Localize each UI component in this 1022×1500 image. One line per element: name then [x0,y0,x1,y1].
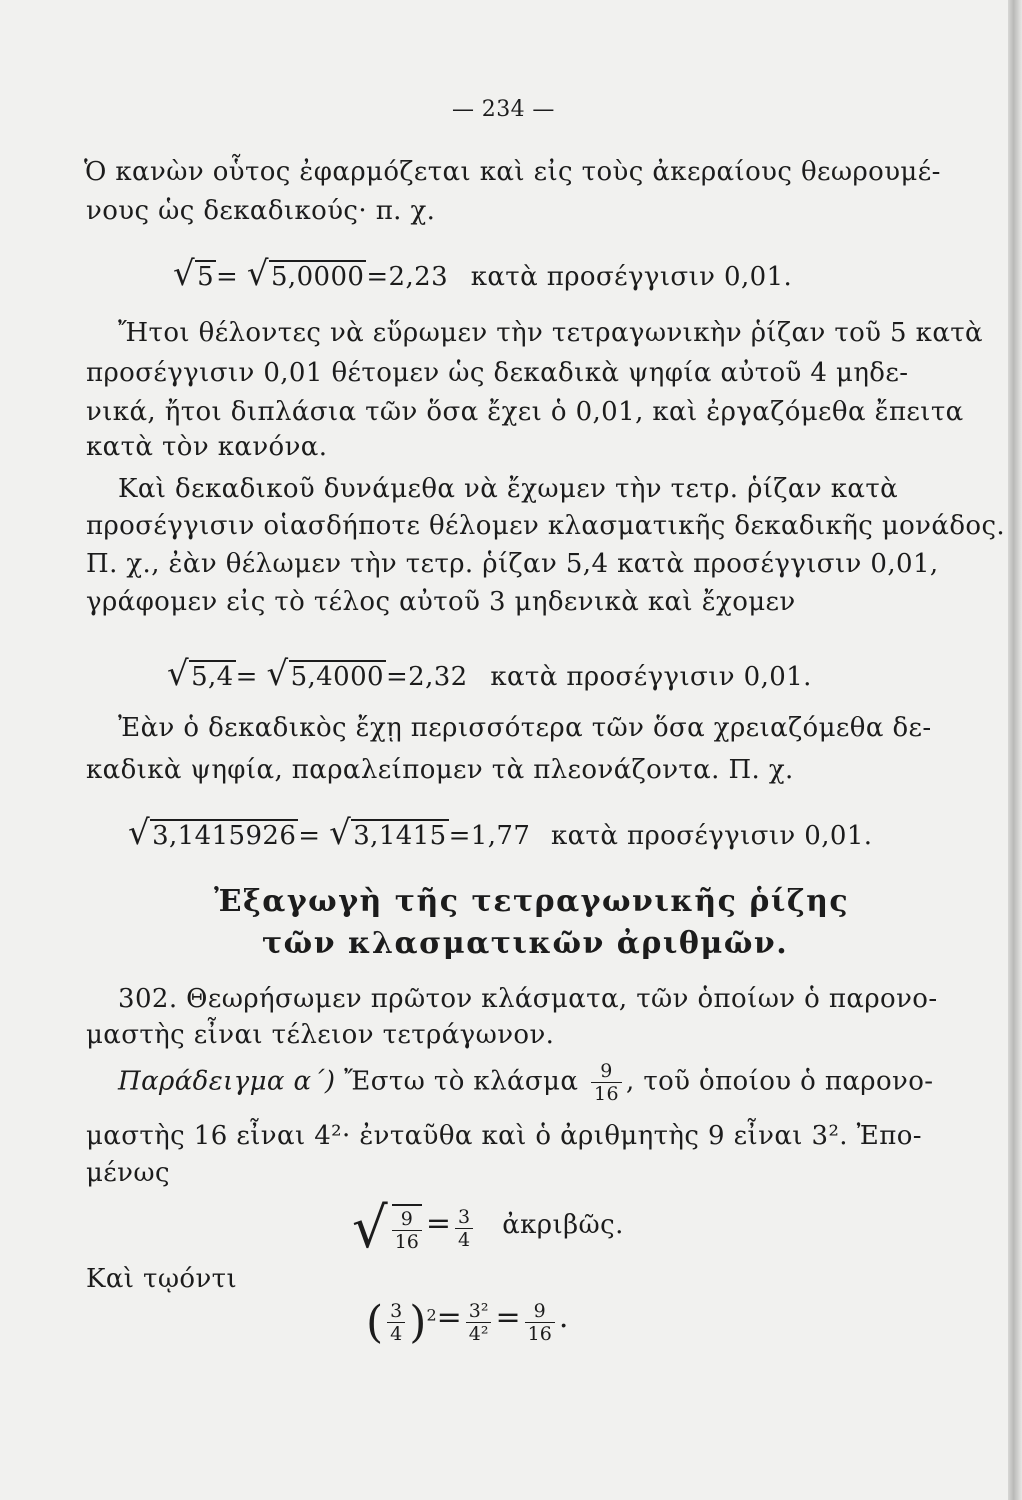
paragraph-line: προσέγγισιν 0,01 θέτομεν ὡς δεκαδικὰ ψηφία αὐτοῦ 4 μηδε- [86,358,909,388]
paragraph-line: μαστὴς εἶναι τέλειον τετράγωνον. [86,1020,555,1050]
equation-sqrt5-4: √5,4= √5,4000=2,32 κατὰ προσέγγισιν 0,01. [167,654,812,694]
section-text: Θεωρήσωμεν πρῶτον κλάσματα, τῶν ὁποίων ὁ παρονο- [186,984,938,1014]
page-number: — 234 — [452,97,555,122]
fraction [525,1300,555,1345]
paragraph-line [118,984,938,1014]
paragraph-line: καδικὰ ψηφία, παραλείπομεν τὰ πλεονάζοντα. Π. χ. [86,755,794,785]
example-text: Ἔστω τὸ κλάσμα [344,1066,579,1097]
numerator: 9 [400,1208,413,1230]
radicand: 5,4 [191,662,234,692]
denominator: 16 [392,1230,422,1253]
example-text: , τοῦ ὁποίου ὁ παρονο- [625,1066,934,1097]
fraction [387,1300,405,1345]
result: =2,32 [385,662,468,692]
result: =1,77 [448,821,531,851]
paragraph-line: προσέγγισιν οἱασδήποτε θέλομεν κλασματικῆς δεκαδικῆς μονάδος. [86,511,1006,541]
numerator: 9 [533,1300,546,1322]
paragraph-line: γράφομεν εἰς τὸ τέλος αὐτοῦ 3 μηδενικὰ καὶ ἔχομεν [86,587,796,617]
numerator: 3² [468,1300,489,1322]
paragraph-line: νικά, ἤτοι διπλάσια τῶν ὅσα ἔχει ὁ 0,01, καὶ ἐργαζόμεθα ἔπειτα [86,397,964,427]
equation-sqrt-fraction: √ $\frac{9}{16}$ = $\frac{3}{4}$ ἀκριβῶς. [352,1196,624,1261]
equation-tail: κατὰ προσέγγισιν 0,01. [470,262,793,292]
paragraph-line: Ἤτοι θέλοντες νὰ εὕρωμεν τὴν τετραγωνικὴν ῥίζαν τοῦ 5 κατὰ [118,318,984,348]
paragraph-line: Ὁ κανὼν οὗτος ἐφαρμόζεται καὶ εἰς τοὺς ἀκεραίους θεωρουμέ- [84,157,941,187]
paragraph-line: νους ὡς δεκαδικούς· π. χ. [86,196,436,226]
equation-tail: ἀκριβῶς. [502,1210,624,1240]
paragraph-line: μαστὴς 16 εἶναι 4²· ἐνταῦθα καὶ ὁ ἀριθμητὴς 9 εἶναι 3². Ἐπο- [86,1121,922,1151]
denominator: 4 [387,1322,405,1345]
fraction [455,1206,473,1251]
example-line [118,1060,933,1105]
denominator: 16 [525,1322,555,1345]
radicand: 5 [197,262,215,292]
exponent: 2 [426,1305,437,1325]
equation-tail: κατὰ προσέγγισιν 0,01. [550,821,873,851]
paragraph-line: Ἐὰν ὁ δεκαδικὸς ἔχῃ περισσότερα τῶν ὅσα χρειαζόμεθα δε- [118,713,932,743]
equation-square-fraction: ( $\frac{3}{4}$ )$^2$= $\frac{\text{3²}}{\text{4²}}$ = $\frac{9}{16}$ . [366,1297,569,1348]
paragraph-line: Καὶ τῳόντι [86,1264,238,1294]
section-heading: Ἐξαγωγὴ τῆς τετραγωνικῆς ῥίζης [214,884,850,919]
numerator: 3 [458,1206,471,1228]
example-label: Παράδειγμα α΄) [118,1066,336,1097]
paragraph-line: Καὶ δεκαδικοῦ δυνάμεθα νὰ ἔχωμεν τὴν τετρ. ῥίζαν κατὰ [118,474,899,504]
radicand: 5,0000 [270,262,365,292]
section-heading: τῶν κλασματικῶν ἀριθμῶν. [262,926,789,961]
radicand: 3,1415926 [152,821,297,851]
paragraph-line: Π. χ., ἐὰν θέλωμεν τὴν τετρ. ῥίζαν 5,4 κατὰ προσέγγισιν 0,01, [86,549,939,579]
equation-tail: κατὰ προσέγγισιν 0,01. [490,662,812,692]
radicand: 5,4000 [290,662,384,692]
fraction [591,1060,622,1105]
denominator: 4 [455,1228,473,1251]
denominator: 4² [466,1322,492,1345]
equation-sqrt5: √5= √5,0000=2,23 κατὰ προσέγγισιν 0,01. [173,254,793,294]
denominator: 16 [591,1082,622,1105]
fraction [392,1204,422,1253]
result: =2,23 [366,262,449,292]
page-edge [1008,0,1022,1500]
radicand: 3,1415 [353,821,447,851]
paragraph-line: μένως [86,1158,170,1188]
fraction [466,1300,492,1345]
paragraph-line: κατὰ τὸν κανόνα. [86,432,328,462]
numerator: 9 [600,1060,613,1082]
equation-sqrt-pi: √3,1415926= √3,1415=1,77 κατὰ προσέγγισιν 0,01. [128,813,873,853]
numerator: 3 [390,1300,403,1322]
section-number: 302. [118,984,178,1014]
